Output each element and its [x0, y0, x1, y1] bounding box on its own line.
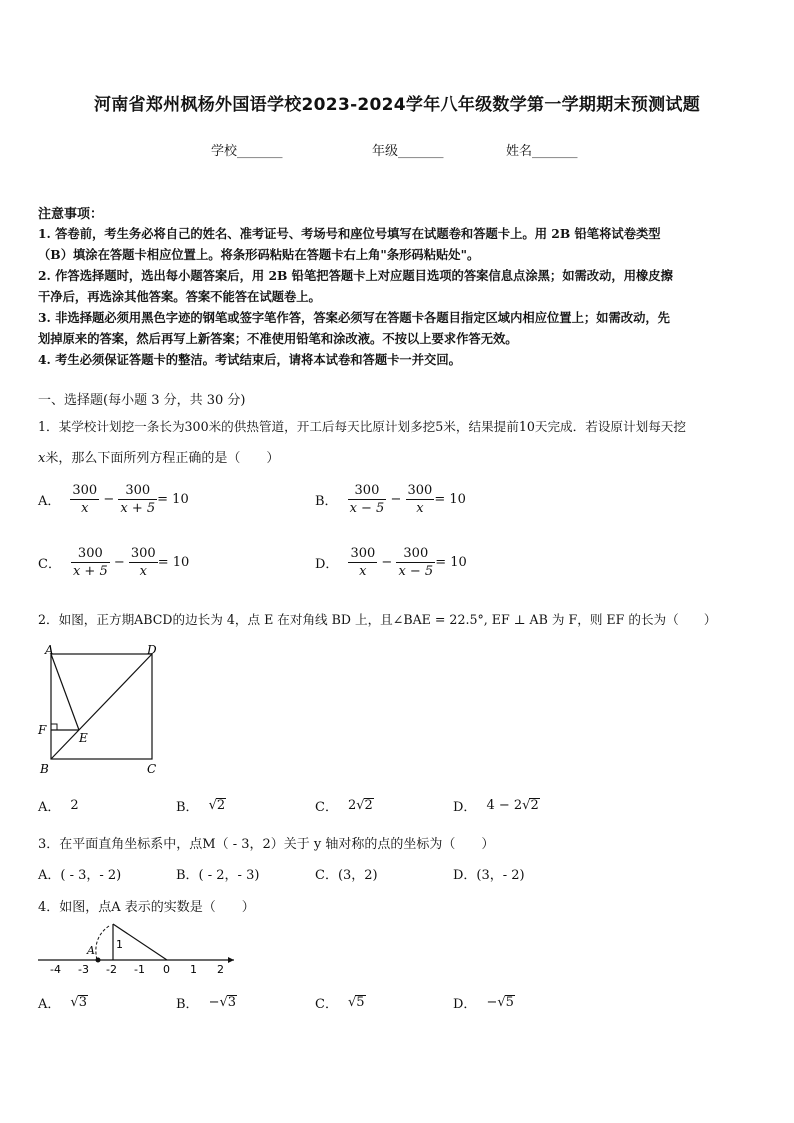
notice-line: 1. 答卷前，考生务必将自己的姓名、准考证号、考场号和座位号填写在试题卷和答题卡上。用 2B 铅笔将试卷类型: [38, 226, 661, 241]
tick-label: 1: [190, 963, 197, 976]
square-figure: [34, 642, 164, 778]
notice-line: 干净后，再选涂其他答案。答案不能答在试题卷上。: [38, 289, 321, 304]
arc-dashed: [96, 926, 109, 960]
tick-label: -3: [78, 963, 89, 976]
grade-field[interactable]: 年级_______: [372, 144, 444, 159]
name-field[interactable]: 姓名_______: [506, 144, 578, 159]
notice-line: 2. 作答选择题时，选出每小题答案后，用 2B 铅笔把答题卡上对应题目选项的答案信息点涂黑；如需改动，用橡皮擦: [38, 268, 673, 283]
notice-line: 4. 考生必须保证答题卡的整洁。考试结束后，请将本试卷和答题卡一并交回。: [38, 352, 461, 367]
segment-ae: [51, 654, 79, 730]
school-field[interactable]: 学校_______: [211, 144, 283, 159]
sqrt-sign-icon: √: [208, 798, 217, 813]
q2-option-c[interactable]: C． 2 √ 2: [315, 798, 373, 815]
label-c: C: [147, 762, 157, 776]
number-line-figure: [34, 918, 244, 980]
label-f: F: [38, 723, 47, 737]
q3-option-c[interactable]: C．(3，2): [315, 868, 378, 883]
right-angle-mark: [51, 724, 57, 730]
q4-option-c[interactable]: C． √ 5: [315, 995, 365, 1012]
axis-arrow-icon: [228, 957, 234, 963]
notice-heading: 注意事项：: [38, 207, 104, 222]
page-title: 河南省郑州枫杨外国语学校2023-2024学年八年级数学第一学期期末预测试题: [93, 95, 701, 115]
q3-option-d[interactable]: D．(3，- 2): [453, 868, 525, 883]
tick-labels: [50, 963, 224, 976]
label-d: D: [147, 643, 157, 657]
question-2-text: 2．如图，正方期ABCD的边长为 4，点 E 在对角线 BD 上，且∠BAE = 22.5°, EF ⊥ AB 为 F，则 EF 的长为（ ）: [38, 612, 717, 627]
section-heading: 一、选择题(每小题 3 分，共 30 分): [38, 393, 246, 408]
q2-option-a[interactable]: A． 2: [38, 798, 79, 815]
q2-option-b[interactable]: B． √ 2: [176, 798, 226, 815]
q1-option-b[interactable]: B． $\frac{300}{x - 5}$ − $\frac{300}{x}$ = 10: [315, 483, 466, 516]
tick-label: -2: [106, 963, 117, 976]
label-b: B: [40, 762, 49, 776]
label-a: A: [45, 643, 54, 657]
q1-option-d[interactable]: D． $\frac{300}{x}$ − $\frac{300}{x - 5}$ = 10: [315, 546, 467, 579]
sqrt-sign-icon: √: [219, 995, 228, 1010]
sqrt-sign-icon: √: [356, 798, 365, 813]
notice-line: 3. 非选择题必须用黑色字迹的钢笔或签字笔作答，答案必须写在答题卡各题目指定区域内相应位置上；如需改动，先: [38, 310, 670, 325]
q1-option-c[interactable]: C． $\frac{300}{x + 5}$ − $\frac{300}{x}$ = 10: [38, 546, 190, 579]
q4-option-b[interactable]: B． − √ 3: [176, 995, 237, 1012]
q3-option-b[interactable]: B．( - 2，- 3): [176, 868, 260, 883]
point-a: [96, 958, 101, 963]
q4-option-a[interactable]: A． √ 3: [38, 995, 87, 1012]
tick-label: 2: [217, 963, 224, 976]
q3-option-a[interactable]: A．( - 3，- 2): [38, 868, 122, 883]
notice-line: 划掉原来的答案，然后再写上新答案；不准使用铅笔和涂改液。不按以上要求作答无效。: [38, 331, 518, 346]
label-one: 1: [116, 938, 123, 951]
sqrt-sign-icon: √: [347, 995, 357, 1010]
question-3-text: 3．在平面直角坐标系中，点M（ - 3，2）关于 y 轴对称的点的坐标为（ ）: [38, 837, 495, 852]
q4-option-d[interactable]: D． − √ 5: [453, 995, 514, 1012]
question-1-text: 1．某学校计划挖一条长为300米的供热管道，开工后每天比原计划多挖5米，结果提前10天完成．若设原计划每天挖: [38, 419, 686, 434]
tick-label: -1: [134, 963, 145, 976]
sqrt-sign-icon: √: [522, 798, 531, 813]
label-point-a: A: [87, 944, 95, 957]
sqrt-sign-icon: √: [70, 995, 79, 1010]
label-e: E: [79, 731, 88, 745]
sqrt-sign-icon: √: [497, 995, 506, 1010]
tick-label: 0: [163, 963, 170, 976]
q2-option-d[interactable]: D． 4 − 2 √ 2: [453, 798, 539, 815]
diagonal-bd: [51, 654, 152, 759]
question-1-text-2: x米，那么下面所列方程正确的是（ ）: [38, 451, 280, 466]
notice-line: （B）填涂在答题卡相应位置上。将条形码粘贴在答题卡右上角"条形码粘贴处"。: [38, 247, 480, 262]
tick-label: -4: [50, 963, 61, 976]
q1-option-a[interactable]: A． $\frac{300}{x}$ − $\frac{300}{x + 5}$ = 10: [38, 483, 189, 516]
question-4-text: 4．如图，点A 表示的实数是（ ）: [38, 900, 255, 915]
